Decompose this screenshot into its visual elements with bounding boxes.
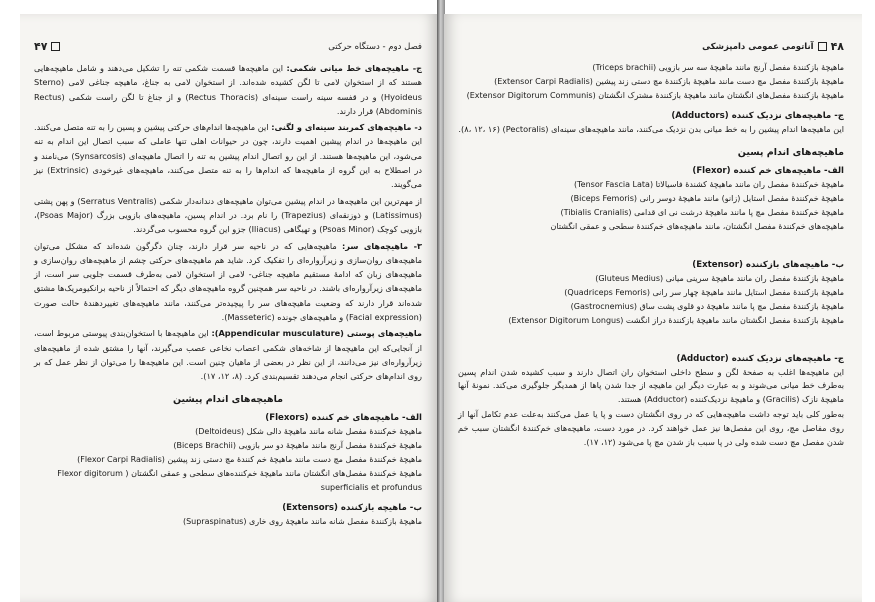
page-number-block: [34, 40, 60, 53]
left-page: [20, 14, 438, 602]
group-title: الف- ماهیچه‌های خم کننده (Flexors): [265, 412, 422, 423]
list-item: ماهیچهٔ بازکنندهٔ مفصل استایل مانند ماهیچهٔ چهار سر رانی (Quadriceps Femoris): [564, 287, 844, 297]
paragraph: [34, 61, 422, 118]
square-marker-icon: [818, 42, 827, 51]
list-item: ماهیچهٔ بازکنندهٔ مفصل مچ دست مانند ماهیچهٔ بازکنندهٔ مچ دستی زند پیشین (Extensor Carpi Radialis): [494, 77, 844, 86]
paragraph-lead: ماهیچه‌های پوستی (Appendicular musculature):: [211, 328, 422, 339]
paragraph-text: ماهیچه‌هایی که در ناحیه سر قرار دارند، چنان دگرگون شده‌اند که مشکل می‌توان ماهیچه‌های روان‌سازی و زیرآرواره‌ای را تفکیک کرد. شاید هم ماهیچه‌های حرکتی چشم از ماهیچه‌های روان‌سازی و ماهیچه‌های زبان که ادامهٔ مستقیم ماهیچه جناغی- لامی از استخوان لامی به‌طرف قسمت جلویی سر است، از ماهیچه‌های زیرآرواره‌ای باشند. در ناحیه سر همچنین گروه ماهیچه‌های دیگر که احتمالاً از ناحیه برانکیومریک‌ها مشتق شده‌اند قرار دارند که وضعیت ماهیچه‌های سر را پیچیده‌تر می‌کنند، مانند ماهیچه‌های تغییردهندهٔ حالت صورت (Facial expression) و ماهیچه‌های جونده (Masseteric).: [34, 240, 422, 323]
paragraph-text: از مهم‌ترین این ماهیچه‌ها در اندام پیشین می‌توان ماهیچه‌های دندانه‌دار شکمی (Serratus Ventralis) و پهن پشتی (Latissimus) و ذوزنقه‌ای (Trapezius) را نام برد. در اندام پسین، ماهیچه‌های بازویی بزرگ (Psoas Major)، بازویی کوچک (Psoas Minor) و تهیگاهی (Iliacus) جزو این گروه محسوب می‌گردند.: [34, 195, 422, 235]
list-item: superficialis et profundus: [320, 482, 422, 492]
right-page-content: [458, 40, 844, 449]
page-number: ۴۷: [34, 40, 48, 53]
group-title: الف- ماهیچه‌های خم کننده (Flexor): [692, 165, 844, 176]
paragraph-lead: ج- ماهیچه‌های خط میانی شکمی:: [286, 63, 423, 73]
right-page-header: [458, 40, 844, 53]
left-page-content: [34, 40, 422, 529]
list-item: ماهیچهٔ خم‌کنندهٔ مفصل مچ دست مانند ماهیچهٔ خم کنندهٔ مچ دستی زند پیشین (Flexor Carpi Radialis): [77, 454, 422, 464]
left-page-header: [34, 40, 422, 53]
list-item: ماهیچهٔ خم‌کنندهٔ مفصل آرنج مانند ماهیچهٔ دو سر بازویی (Biceps Brachii): [173, 440, 422, 450]
paragraph: [34, 120, 422, 191]
paragraph: به‌طور کلی باید توجه داشت ماهیچه‌هایی که در روی انگشتان دست و پا یا عمل می‌کنند به‌علت عدم تکامل آنها از روی مفاصل مچ، روی این مفصل‌ها نیز عمل خواهند کرد. در مورد دست، ماهیچه‌های خم‌کنندهٔ انگشتان سبب خم شدن مفصل مچ دست شده ولی در پا سبب باز شدن مچ پا می‌شود (۱۲، ۱۷).: [458, 409, 844, 447]
paragraph: این ماهیچه‌ها اندام پیشین را به خط میانی بدن نزدیک می‌کنند، مانند ماهیچه‌های سینه‌ای (Pectoralis) (۸، ۱۲، ۱۶).: [458, 124, 844, 134]
list-item: ماهیچه‌های خم‌کنندهٔ مفصل انگشتان، مانند ماهیچه‌های خم‌کنندهٔ سطحی و عمقی انگشتان: [550, 221, 844, 231]
paragraph-lead: د- ماهیچه‌های کمربند سینه‌ای و لگنی:: [271, 122, 422, 133]
list-item: ماهیچهٔ خم‌کنندهٔ مفصل‌های انگشتان مانند ماهیچهٔ خم‌کننده‌های سطحی و عمقی انگشتان ( Flexor digitorum: [57, 468, 422, 478]
list-item: ماهیچهٔ خم‌کنندهٔ مفصل استایل (زانو) مانند ماهیچهٔ دوسر رانی (Biceps Femoris): [570, 193, 844, 203]
group-title: ج- ماهیچه‌های نزدیک کننده (Adductor): [676, 353, 844, 364]
right-page: [444, 14, 862, 602]
group-title: ج- ماهیچه‌های نزدیک کننده (Adductors): [671, 111, 844, 121]
group-title: ب- ماهیچه بازکننده (Extensors): [282, 502, 422, 513]
section-heading: ماهیچه‌های اندام پیشین: [172, 393, 284, 405]
scan-margin-left: [0, 0, 20, 602]
list-item: ماهیچهٔ بازکنندهٔ مفصل مچ پا مانند ماهیچهٔ دو قلوی پشت ساق (Gastrocnemius): [570, 301, 844, 311]
square-marker-icon: [51, 42, 60, 51]
page-number-block: [702, 40, 844, 53]
paragraph-text: این ماهیچه‌ها اندام‌های حرکتی پیشین و پسین را به تنه متصل می‌کنند. این ماهیچه‌ها در اندام پیشین اهمیت دارند، چون در حیوانات اهلی تنها عاملی که سبب اتصال این اندام به تنه می‌شود، این ماهیچه‌ها هستند. از این رو اتصال اندام پیشین به تنه را اتصال ماهیچه‌ای (Synsarcosis) می‌نامند و در اصطلاح به این گروه از ماهیچه‌ها که اندام‌ها را به تنه متصل می‌کنند، ماهیچه‌های غیرخودی (Extrinsic) نیز می‌گویند.: [34, 122, 422, 190]
paragraph-lead: ۳- ماهیچه‌های سر:: [341, 240, 422, 251]
paragraph: [34, 326, 422, 383]
page-number: ۴۸: [830, 40, 844, 53]
paragraph: [34, 194, 422, 237]
list-item: ماهیچهٔ بازکنندهٔ مفصل‌های انگشتان مانند ماهیچهٔ بازکنندهٔ مشترک انگشتان (Extensor Digitorum Communis): [466, 91, 844, 100]
running-title: آناتومی عمومی دامپزشکی: [702, 41, 814, 52]
list-item: ماهیچهٔ خم‌کنندهٔ مفصل مچ پا مانند ماهیچهٔ درشت نی ای قدامی (Tibialis Cranialis): [560, 207, 844, 217]
paragraph-text: این ماهیچه‌ها با استخوان‌بندی پیوستی مربوط است، از آنجایی‌که این ماهیچه‌ها از شاخه‌های شکمی اعصاب نخاعی عصب می‌گیرند، آنها را مشتق شده از ماهیچه‌های زیرآرواره‌ای نیز می‌دانند، از این نظر در بعضی از ماهیان چنین است. این ماهیچه‌ها را می‌توان از نظر عمل که بر روی اندام‌های حرکتی انجام می‌دهند تقسیم‌بندی کرد. (۸، ۱۲، ۱۷).: [34, 328, 422, 382]
list-item: ماهیچهٔ بازکنندهٔ مفصل ران مانند ماهیچهٔ سرینی میانی (Gluteus Medius): [595, 273, 844, 283]
scan-margin-right: [862, 0, 875, 602]
paragraph: [34, 239, 422, 325]
running-title: فصل دوم - دستگاه حرکتی: [328, 41, 422, 52]
paragraph-text: این ماهیچه‌ها قسمت شکمی تنه را تشکیل می‌دهند و شامل ماهیچه‌هایی هستند که از استخوان لامی تا لگن کشیده شده‌اند. از استخوان لامی به جناغ، ماهیچه جناغی لامی (Sterno Hyoideus) و در قفسه سینه راست سینه‌ای (Rectus Thoracis) و از جناغ تا لگن راست شکمی (Rectus Abdominis) قرار دارند.: [34, 63, 422, 116]
list-item: ماهیچهٔ بازکنندهٔ مفصل انگشتان مانند ماهیچهٔ بازکنندهٔ دراز انگشت (Extensor Digitorum Longus): [508, 315, 844, 325]
list-item: ماهیچهٔ بازکنندهٔ مفصل شانه مانند ماهیچهٔ روی خاری (Supraspinatus): [182, 516, 422, 526]
group-title: ب- ماهیچه‌های بازکننده (Extensor): [692, 259, 844, 270]
list-item: ماهیچهٔ خم‌کنندهٔ مفصل ران مانند ماهیچهٔ کشندهٔ فاسیالاتا (Tensor Fascia Lata): [574, 179, 844, 189]
paragraph: این ماهیچه‌ها اغلب به صفحهٔ لگن و سطح داخلی استخوان ران اتصال دارند و سبب کشیده شدن اندام پسین به‌طرف خط میانی می‌شوند و به عبارت دیگر این ماهیچه از جدا شدن پاها از همدیگر جلوگیری می‌کند. نمونهٔ آنها ماهیچهٔ نازک (Gracilis) و ماهیچهٔ نزدیک‌کننده (Adductor) هستند.: [458, 366, 844, 404]
list-item: ماهیچهٔ خم‌کنندهٔ مفصل شانه مانند ماهیچهٔ دالی شکل (Deltoideus): [195, 426, 422, 436]
section-heading: ماهیچه‌های اندام پسین: [737, 146, 844, 158]
list-item: ماهیچهٔ بازکنندهٔ مفصل آرنج مانند ماهیچهٔ سه سر بازویی (Triceps brachii): [592, 63, 844, 72]
